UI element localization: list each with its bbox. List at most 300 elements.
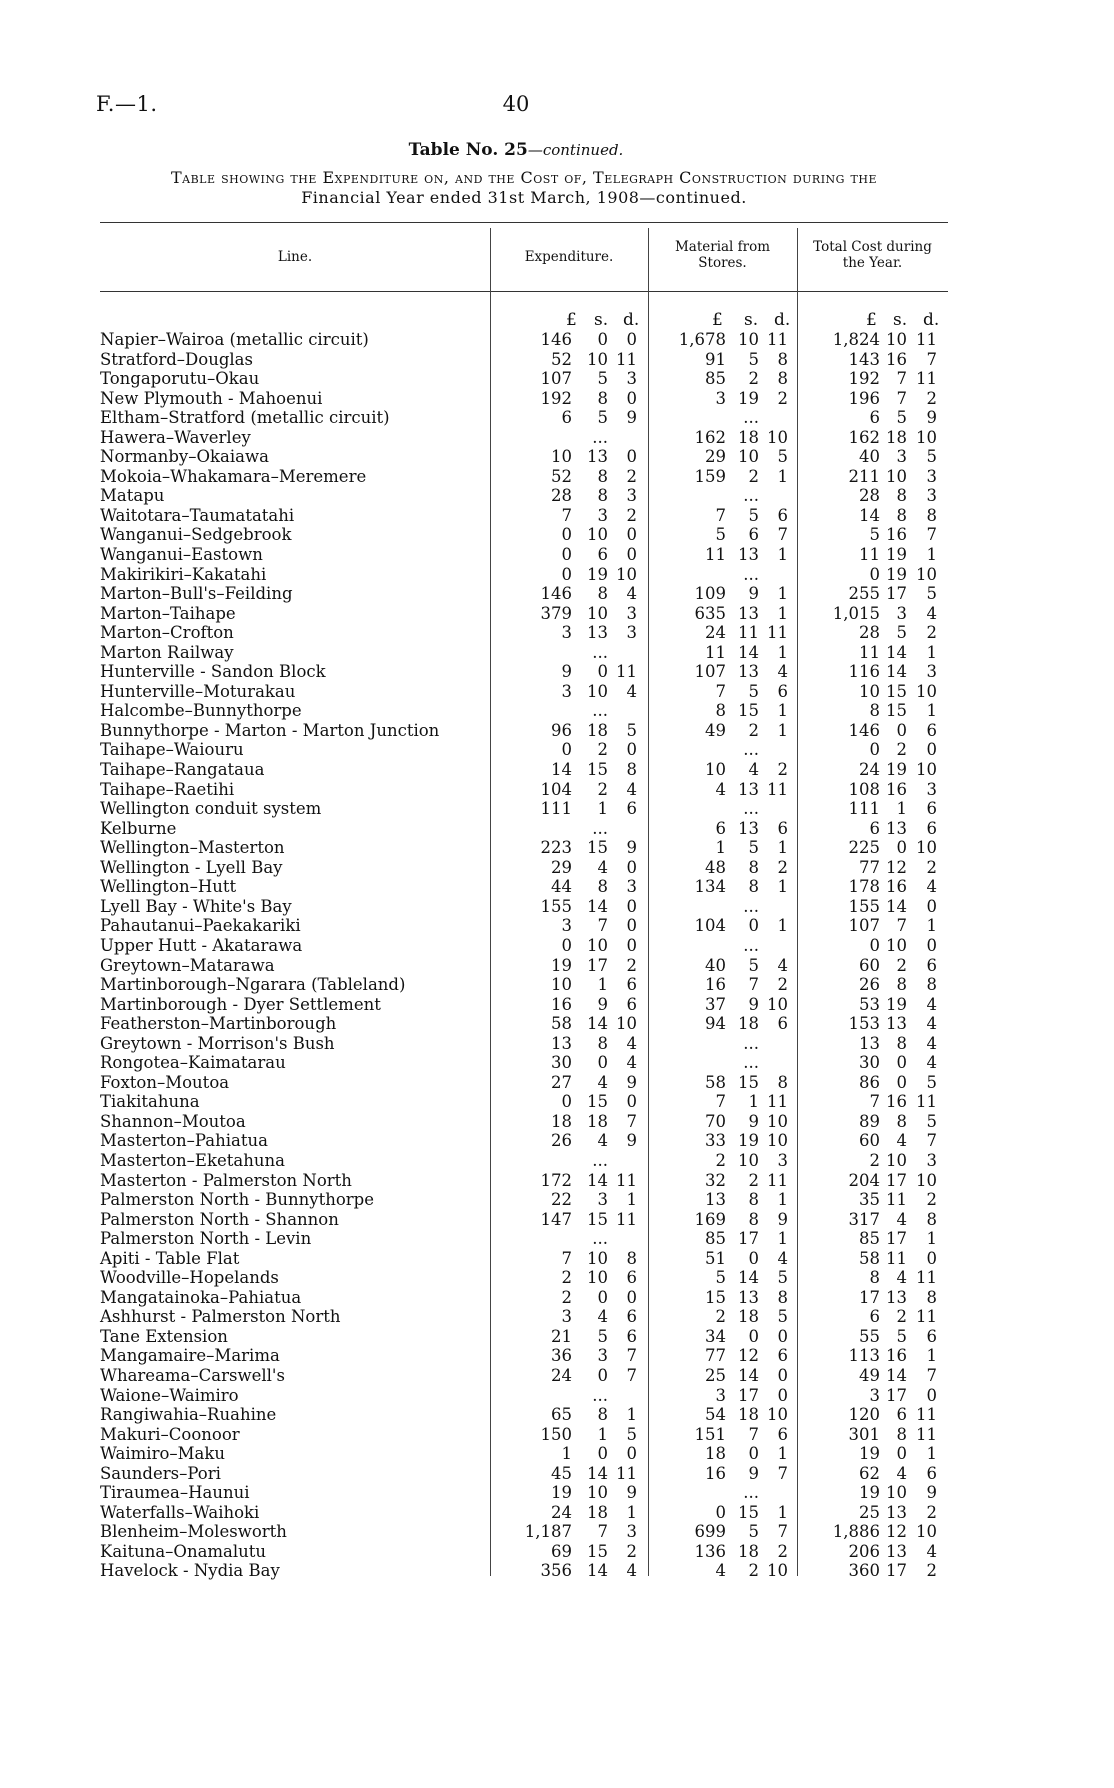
exp-pence: 1 [626,1405,637,1425]
mat-shillings: 10 [738,1150,759,1170]
mat-shillings: 8 [748,857,759,877]
mat-pence: 7 [777,1522,788,1542]
tot-pounds: 120 [848,1405,880,1425]
exp-pence: 0 [626,388,637,408]
mat-pence: 1 [777,1190,788,1210]
line-name: Palmerston North - Levin [100,1229,312,1249]
exp-shillings: 19 [587,564,608,584]
table-row [0,975,1114,995]
tot-shillings: 14 [886,662,907,682]
line-name: Rangiwahia–Ruahine [100,1405,277,1425]
mat-nil: ... [743,799,759,819]
page-number: 40 [502,92,530,116]
exp-pounds: 146 [540,584,572,604]
mat-pence: 2 [777,388,788,408]
tot-pounds: 162 [848,427,880,447]
mat-pence: 9 [777,1209,788,1229]
exp-pence: 3 [626,1522,637,1542]
tot-pence: 5 [926,584,937,604]
tot-shillings: 4 [896,1268,907,1288]
tot-shillings: 14 [886,896,907,916]
tot-shillings: 17 [886,584,907,604]
tot-pence: 8 [926,505,937,525]
mat-shillings: 5 [748,681,759,701]
table-row [0,428,1114,448]
mat-pounds: 70 [705,1111,726,1131]
exp-pence: 2 [626,1541,637,1561]
table-row [0,995,1114,1015]
mat-shillings: 10 [738,447,759,467]
tot-shillings: 13 [886,1287,907,1307]
mat-pence: 0 [777,1385,788,1405]
tot-pence: 3 [926,466,937,486]
mat-pounds: 16 [705,1463,726,1483]
table-row [0,1053,1114,1073]
line-name: Eltham–Stratford (metallic circuit) [100,408,390,428]
table-row [0,467,1114,487]
exp-pence: 0 [626,525,637,545]
mat-pence: 1 [777,1444,788,1464]
tot-shillings: 13 [886,1541,907,1561]
exp-pence: 0 [626,740,637,760]
tot-shillings: 7 [896,388,907,408]
table-row [0,643,1114,663]
exp-pence: 6 [626,1307,637,1327]
exp-pounds: 22 [551,1190,572,1210]
tot-pounds: 143 [848,349,880,369]
table-row [0,350,1114,370]
mat-shillings: 5 [748,1522,759,1542]
mat-shillings: 13 [738,603,759,623]
tot-pence: 4 [926,994,937,1014]
tot-pence: 0 [926,1385,937,1405]
tot-shillings: 0 [896,1053,907,1073]
mat-pence: 11 [767,1092,788,1112]
exp-pounds: 155 [540,896,572,916]
mat-pounds: 37 [705,994,726,1014]
exp-shillings: 1 [597,799,608,819]
mat-pence: 10 [767,1561,788,1581]
mat-pence: 6 [777,1346,788,1366]
exp-shillings: 7 [597,916,608,936]
mat-pence: 5 [777,1268,788,1288]
tot-pence: 1 [926,1229,937,1249]
mat-shillings: 0 [748,916,759,936]
tot-pence: 9 [926,408,937,428]
table-row [0,1268,1114,1288]
mat-pence: 1 [777,1502,788,1522]
line-name: Bunnythorpe - Marton - Marton Junction [100,720,440,740]
tot-pounds: 6 [869,408,880,428]
mat-pounds: 4 [715,779,726,799]
mat-shillings: 2 [748,466,759,486]
tot-pounds: 0 [869,740,880,760]
tot-shillings: 6 [896,1405,907,1425]
exp-pence: 6 [626,994,637,1014]
mat-pounds: 104 [694,916,726,936]
unit-shilling-total: s. [893,310,908,330]
exp-pence: 4 [626,779,637,799]
tot-pence: 6 [926,955,937,975]
mat-pence: 7 [777,525,788,545]
column-header-expenditure: Expenditure. [524,249,614,265]
tot-pence: 1 [926,1346,937,1366]
tot-pence: 6 [926,720,937,740]
mat-shillings: 9 [748,1463,759,1483]
tot-pence: 0 [926,1248,937,1268]
mat-nil: ... [743,564,759,584]
mat-pence: 4 [777,662,788,682]
exp-shillings: 2 [597,740,608,760]
table-row [0,1522,1114,1542]
exp-shillings: 10 [587,1248,608,1268]
line-name: Makuri–Coonoor [100,1424,240,1444]
tot-shillings: 0 [896,1444,907,1464]
exp-pounds: 7 [561,505,572,525]
line-name: Tiakitahuna [100,1092,200,1112]
mat-pence: 2 [777,760,788,780]
line-name: Lyell Bay - White's Bay [100,896,292,916]
tot-shillings: 13 [886,1502,907,1522]
mat-pence: 6 [777,818,788,838]
exp-pounds: 58 [551,1014,572,1034]
line-name: Marton–Bull's–Feilding [100,584,293,604]
exp-pounds: 96 [551,720,572,740]
table-row [0,1561,1114,1581]
line-name: Masterton - Palmerston North [100,1170,352,1190]
exp-pence: 4 [626,681,637,701]
tot-shillings: 1 [896,799,907,819]
tot-pence: 11 [916,330,937,349]
table-row [0,604,1114,624]
exp-pence: 11 [616,1170,637,1190]
tot-pounds: 116 [848,662,880,682]
mat-shillings: 10 [738,330,759,349]
mat-pounds: 94 [705,1014,726,1034]
tot-shillings: 8 [896,975,907,995]
exp-nil: ... [592,1385,608,1405]
line-name: Waimiro–Maku [100,1444,225,1464]
tot-pounds: 28 [859,486,880,506]
mat-pounds: 2 [715,1307,726,1327]
exp-pounds: 172 [540,1170,572,1190]
tot-shillings: 19 [886,564,907,584]
table-row [0,1327,1114,1347]
line-name: Tane Extension [100,1326,228,1346]
tot-shillings: 5 [896,408,907,428]
tot-pence: 4 [926,1014,937,1034]
tot-pounds: 30 [859,1053,880,1073]
exp-nil: ... [592,642,608,662]
mat-pence: 10 [767,994,788,1014]
exp-shillings: 15 [587,1092,608,1112]
tot-shillings: 8 [896,1111,907,1131]
line-name: Woodville–Hopelands [100,1268,279,1288]
mat-shillings: 5 [748,349,759,369]
table-row [0,1464,1114,1484]
tot-pounds: 85 [859,1229,880,1249]
tot-pence: 1 [926,916,937,936]
tot-pounds: 17 [859,1287,880,1307]
table-row [0,1151,1114,1171]
mat-pounds: 48 [705,857,726,877]
line-name: Napier–Wairoa (metallic circuit) [100,330,369,349]
mat-pounds: 54 [705,1405,726,1425]
tot-shillings: 17 [886,1561,907,1581]
mat-shillings: 18 [738,1014,759,1034]
mat-pence: 10 [767,1111,788,1131]
exp-pence: 4 [626,1561,637,1581]
line-name: Foxton–Moutoa [100,1072,230,1092]
exp-shillings: 13 [587,623,608,643]
exp-pounds: 52 [551,466,572,486]
tot-shillings: 10 [886,466,907,486]
exp-shillings: 4 [597,1307,608,1327]
header-bottom-rule [100,291,948,292]
exp-shillings: 8 [597,466,608,486]
table-row [0,1112,1114,1132]
mat-shillings: 5 [748,955,759,975]
mat-pence: 5 [777,447,788,467]
table-row [0,1288,1114,1308]
tot-pounds: 178 [848,877,880,897]
tot-pounds: 89 [859,1111,880,1131]
tot-pounds: 146 [848,720,880,740]
table-row [0,1190,1114,1210]
exp-pence: 0 [626,330,637,349]
tot-pence: 9 [926,1483,937,1503]
exp-shillings: 3 [597,1346,608,1366]
exp-pence: 7 [626,1111,637,1131]
table-row [0,486,1114,506]
table-row [0,1171,1114,1191]
tot-pence: 10 [916,1522,937,1542]
exp-shillings: 14 [587,896,608,916]
tot-pounds: 11 [859,545,880,565]
tot-pence: 11 [916,369,937,389]
exp-pence: 2 [626,955,637,975]
tot-pence: 0 [926,740,937,760]
table-caption [100,168,948,208]
tot-pence: 10 [916,564,937,584]
exp-pence: 0 [626,916,637,936]
page-reference: F.—1. [96,92,158,116]
tot-pounds: 301 [848,1424,880,1444]
line-name: Wellington–Hutt [100,877,237,897]
line-name: Marton–Taihape [100,603,236,623]
tot-pounds: 192 [848,369,880,389]
mat-shillings: 0 [748,1248,759,1268]
exp-pence: 0 [626,545,637,565]
tot-pounds: 62 [859,1463,880,1483]
table-row [0,701,1114,721]
mat-pounds: 162 [694,427,726,447]
line-name: Mokoia–Whakamara–Meremere [100,466,367,486]
table-row [0,740,1114,760]
unit-shilling-expenditure: s. [594,310,609,330]
exp-pounds: 9 [561,662,572,682]
mat-pence: 5 [777,1307,788,1327]
exp-shillings: 3 [597,505,608,525]
mat-pounds: 15 [705,1287,726,1307]
exp-shillings: 6 [597,545,608,565]
mat-pounds: 29 [705,447,726,467]
table-row [0,1092,1114,1112]
tot-pence: 11 [916,1092,937,1112]
table-row [0,389,1114,409]
unit-shilling-material: s. [744,310,759,330]
exp-pence: 8 [626,760,637,780]
mat-shillings: 5 [748,838,759,858]
tot-shillings: 13 [886,818,907,838]
exp-pence: 4 [626,1033,637,1053]
mat-pence: 8 [777,1072,788,1092]
exp-pounds: 14 [551,760,572,780]
mat-pence: 1 [777,642,788,662]
table-row [0,1014,1114,1034]
column-header-total-line1: Total Cost during [813,239,932,255]
exp-pounds: 28 [551,486,572,506]
tot-pounds: 35 [859,1190,880,1210]
tot-shillings: 19 [886,994,907,1014]
table-row [0,916,1114,936]
line-name: Hunterville–Moturakau [100,681,296,701]
tot-pounds: 8 [869,701,880,721]
exp-pounds: 18 [551,1111,572,1131]
tot-pounds: 225 [848,838,880,858]
exp-shillings: 9 [597,994,608,1014]
exp-pounds: 16 [551,994,572,1014]
exp-pence: 3 [626,369,637,389]
exp-shillings: 0 [597,1444,608,1464]
exp-shillings: 4 [597,857,608,877]
mat-nil: ... [743,408,759,428]
exp-pence: 6 [626,799,637,819]
tot-pounds: 49 [859,1365,880,1385]
exp-pence: 6 [626,975,637,995]
mat-shillings: 13 [738,662,759,682]
tot-pounds: 113 [848,1346,880,1366]
table-row [0,1425,1114,1445]
tot-shillings: 0 [896,1072,907,1092]
exp-shillings: 5 [597,1326,608,1346]
unit-pound-expenditure: £ [566,310,577,330]
tot-pence: 1 [926,701,937,721]
tot-pounds: 206 [848,1541,880,1561]
mat-shillings: 14 [738,1365,759,1385]
mat-pounds: 1 [715,838,726,858]
table-row [0,760,1114,780]
line-name: Waitotara–Taumatatahi [100,505,295,525]
line-name: Mangamaire–Marima [100,1346,280,1366]
exp-pounds: 19 [551,955,572,975]
exp-shillings: 8 [597,1033,608,1053]
exp-pence: 0 [626,857,637,877]
exp-shillings: 3 [597,1190,608,1210]
mat-pounds: 4 [715,1561,726,1581]
exp-shillings: 15 [587,1209,608,1229]
table-row [0,721,1114,741]
line-name: Tongaporutu–Okau [100,369,260,389]
tot-shillings: 11 [886,1248,907,1268]
table-row [0,858,1114,878]
exp-pence: 2 [626,505,637,525]
exp-pence: 1 [626,1190,637,1210]
mat-shillings: 17 [738,1385,759,1405]
tot-pounds: 7 [869,1092,880,1112]
line-name: Taihape–Rangataua [100,760,265,780]
mat-pounds: 7 [715,1092,726,1112]
exp-pence: 6 [626,1268,637,1288]
table-row [0,1073,1114,1093]
exp-pounds: 45 [551,1463,572,1483]
exp-pounds: 10 [551,975,572,995]
mat-shillings: 13 [738,818,759,838]
mat-shillings: 2 [748,720,759,740]
mat-pounds: 5 [715,525,726,545]
table-row [0,838,1114,858]
mat-pence: 1 [777,877,788,897]
exp-shillings: 4 [597,1072,608,1092]
exp-shillings: 18 [587,1111,608,1131]
exp-pounds: 21 [551,1326,572,1346]
mat-shillings: 13 [738,779,759,799]
line-name: Marton Railway [100,642,234,662]
tot-shillings: 16 [886,877,907,897]
mat-pence: 2 [777,857,788,877]
tot-pence: 10 [916,427,937,447]
mat-pence: 2 [777,1541,788,1561]
table-body [0,330,1114,1581]
tot-pence: 10 [916,760,937,780]
mat-pounds: 32 [705,1170,726,1190]
tot-shillings: 2 [896,955,907,975]
tot-shillings: 2 [896,740,907,760]
exp-pounds: 3 [561,916,572,936]
mat-shillings: 14 [738,1268,759,1288]
exp-shillings: 2 [597,779,608,799]
line-name: Wanganui–Eastown [100,545,263,565]
exp-shillings: 0 [597,662,608,682]
table-row [0,369,1114,389]
exp-pounds: 0 [561,564,572,584]
exp-pounds: 107 [540,369,572,389]
exp-pounds: 69 [551,1541,572,1561]
exp-shillings: 8 [597,1405,608,1425]
tot-pence: 7 [926,1365,937,1385]
exp-pence: 5 [626,720,637,740]
exp-pence: 0 [626,896,637,916]
mat-shillings: 5 [748,505,759,525]
mat-nil: ... [743,935,759,955]
tot-pounds: 10 [859,681,880,701]
mat-pence: 3 [777,1150,788,1170]
line-name: Kaitunа–Onamalutu [100,1541,267,1561]
tot-pence: 10 [916,838,937,858]
exp-shillings: 0 [597,1287,608,1307]
tot-pence: 7 [926,525,937,545]
tot-pounds: 153 [848,1014,880,1034]
mat-pence: 1 [777,545,788,565]
mat-pence: 10 [767,427,788,447]
exp-shillings: 1 [597,1424,608,1444]
tot-pence: 0 [926,896,937,916]
exp-shillings: 10 [587,349,608,369]
exp-pence: 11 [616,349,637,369]
tot-pounds: 28 [859,623,880,643]
exp-shillings: 15 [587,760,608,780]
unit-pence-total: d. [923,310,940,330]
